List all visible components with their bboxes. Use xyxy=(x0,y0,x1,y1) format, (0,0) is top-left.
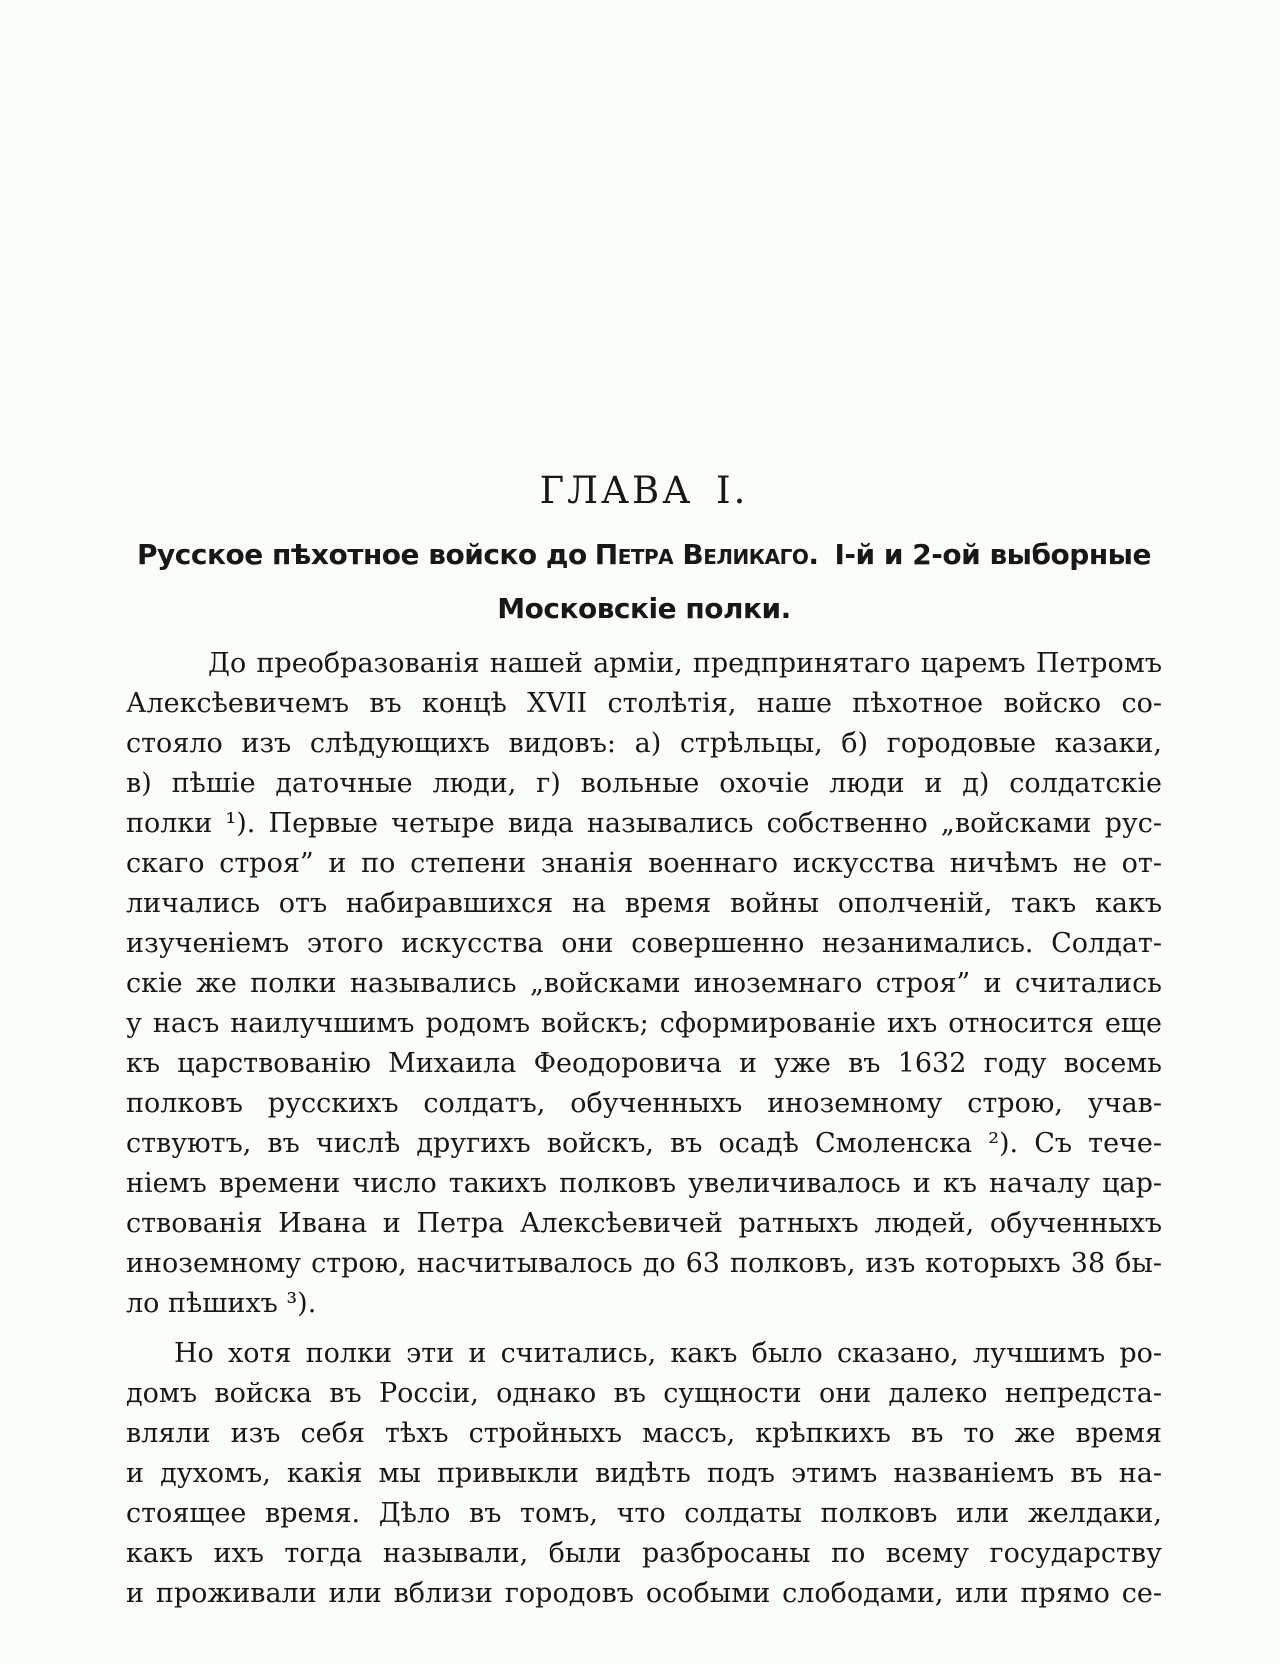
text-line: ло пѣшихъ ³). xyxy=(126,1288,317,1319)
text-line: в) пѣшіе даточные люди, г) вольные охочіе люди и д) солдатскіе xyxy=(126,768,1162,799)
text-line: До преобразованія нашей арміи, предпринятаго царемъ Петромъ xyxy=(208,648,1162,679)
text-line: къ царствованію Михаила Феодоровича и уже въ 1632 году восемь xyxy=(126,1048,1162,1079)
subtitle-part-3: I-й и 2-ой выборные xyxy=(834,538,1151,571)
text-line: изученіемъ этого искусства они совершенно незанимались. Солдат- xyxy=(126,928,1162,959)
text-line: и проживали или вблизи городовъ особыми слободами, или прямо се- xyxy=(126,1578,1162,1609)
text-line: полки ¹). Первые четыре вида назывались собственно „войсками рус- xyxy=(126,808,1162,839)
chapter-subtitle xyxy=(126,528,1162,636)
subtitle-line-1 xyxy=(126,528,1162,582)
subtitle-part-1: Русское пѣхотное войско до xyxy=(137,538,587,571)
subtitle-part-smallcaps: Петра Великаго. xyxy=(594,538,819,571)
subtitle-line-2: Московскіе полки. xyxy=(497,592,791,625)
text-line: полковъ русскихъ солдатъ, обученныхъ иноземному строю, учав- xyxy=(126,1088,1162,1119)
text-line: Но хотя полки эти и считались, какъ было сказано, лучшимъ ро- xyxy=(174,1338,1162,1369)
text-line: ствуютъ, въ числѣ другихъ войскъ, въ осадѣ Смоленска ²). Съ тече- xyxy=(126,1128,1162,1159)
text-line: стояло изъ слѣдующихъ видовъ: а) стрѣльцы, б) городовые казаки, xyxy=(126,728,1162,759)
text-line: ствованія Ивана и Петра Алексѣевичей ратныхъ людей, обученныхъ xyxy=(126,1208,1162,1239)
paragraph-2 xyxy=(126,1334,1162,1614)
text-column xyxy=(126,0,1162,1614)
paragraph-1 xyxy=(126,644,1162,1324)
text-line: личались отъ набиравшихся на время войны ополченій, такъ какъ xyxy=(126,888,1162,919)
text-line: Алексѣевичемъ въ концѣ XVII столѣтія, наше пѣхотное войско со- xyxy=(126,688,1162,719)
body-text xyxy=(126,644,1162,1614)
text-line: у насъ наилучшимъ родомъ войскъ; сформированіе ихъ относится еще xyxy=(126,1008,1162,1039)
text-line: иноземному строю, насчитывалось до 63 полковъ, изъ которыхъ 38 бы- xyxy=(126,1248,1162,1279)
text-line: и духомъ, какія мы привыкли видѣть подъ этимъ названіемъ въ на- xyxy=(126,1458,1162,1489)
text-line: вляли изъ себя тѣхъ стройныхъ массъ, крѣпкихъ въ то же время xyxy=(126,1418,1162,1449)
text-line: стоящее время. Дѣло въ томъ, что солдаты полковъ или желдаки, xyxy=(126,1498,1162,1529)
text-line: домъ войска въ Россіи, однако въ сущности они далеко непредста- xyxy=(126,1378,1162,1409)
text-line: какъ ихъ тогда называли, были разбросаны по всему государству xyxy=(126,1538,1162,1569)
chapter-heading: ГЛАВА I. xyxy=(539,469,749,512)
text-line: скаго строя” и по степени знанія военнаго искусства ничѣмъ не от- xyxy=(126,848,1162,879)
text-line: скіе же полки назывались „войсками иноземнаго строя” и считались xyxy=(126,968,1162,999)
text-line: ніемъ времени число такихъ полковъ увеличивалось и къ началу цар- xyxy=(126,1168,1162,1199)
